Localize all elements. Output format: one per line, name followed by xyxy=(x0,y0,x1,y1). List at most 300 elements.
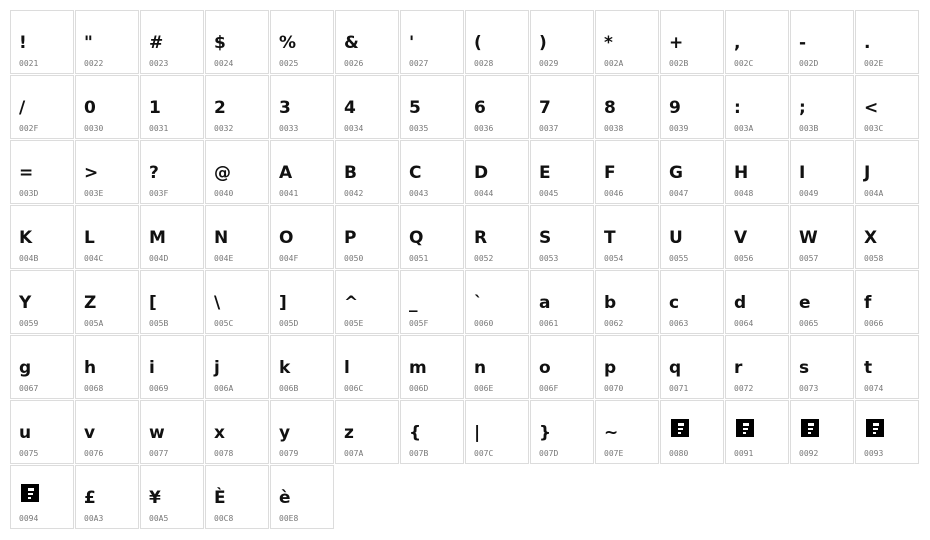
notdef-box-icon xyxy=(736,419,754,437)
glyph-char: D xyxy=(474,163,489,183)
glyph-char: l xyxy=(344,358,350,378)
glyph-char: J xyxy=(864,163,871,183)
glyph-char: # xyxy=(149,33,164,53)
glyph-cell xyxy=(725,140,789,204)
glyph-cell xyxy=(465,270,529,334)
glyph-code: 004B xyxy=(19,254,39,263)
glyph-char: ^ xyxy=(344,293,359,313)
notdef-mark xyxy=(808,428,813,430)
glyph-cell xyxy=(270,335,334,399)
glyph-cell xyxy=(10,140,74,204)
glyph-char: - xyxy=(799,33,807,53)
glyph-code: 0052 xyxy=(474,254,494,263)
glyph-code: 0059 xyxy=(19,319,39,328)
glyph-code: 0076 xyxy=(84,449,104,458)
notdef-mark xyxy=(678,432,681,434)
glyph-cell xyxy=(140,465,204,529)
glyph-cell xyxy=(400,10,464,74)
glyph-code: 003D xyxy=(19,189,39,198)
glyph-char: @ xyxy=(214,163,231,183)
glyph-code: 003A xyxy=(734,124,754,133)
glyph-char: Q xyxy=(409,228,424,248)
glyph-cell xyxy=(10,75,74,139)
glyph-char: ] xyxy=(279,293,287,313)
glyph-code: 005A xyxy=(84,319,104,328)
glyph-code: 0074 xyxy=(864,384,884,393)
glyph-char: v xyxy=(84,423,96,443)
glyph-char: 8 xyxy=(604,98,616,118)
glyph-cell xyxy=(205,465,269,529)
glyph-cell xyxy=(530,140,594,204)
glyph-code: 0046 xyxy=(604,189,624,198)
glyph-char: 9 xyxy=(669,98,681,118)
glyph-cell xyxy=(75,465,139,529)
glyph-cell xyxy=(335,205,399,269)
glyph-code: 006D xyxy=(409,384,429,393)
glyph-code: 0061 xyxy=(539,319,559,328)
glyph-char: , xyxy=(734,33,741,53)
glyph-char: k xyxy=(279,358,291,378)
glyph-char: q xyxy=(669,358,682,378)
glyph-cell xyxy=(530,270,594,334)
glyph-char: 4 xyxy=(344,98,356,118)
glyph-code: 0057 xyxy=(799,254,819,263)
glyph-code: 002B xyxy=(669,59,689,68)
glyph-code: 0037 xyxy=(539,124,559,133)
glyph-code: 0071 xyxy=(669,384,689,393)
glyph-char: £ xyxy=(84,488,96,508)
glyph-cell xyxy=(595,335,659,399)
glyph-cell xyxy=(140,400,204,464)
glyph-char: 0 xyxy=(84,98,96,118)
glyph-char: f xyxy=(864,293,872,313)
glyph-cell xyxy=(75,10,139,74)
glyph-code: 0047 xyxy=(669,189,689,198)
notdef-mark xyxy=(873,423,879,426)
glyph-cell xyxy=(530,205,594,269)
glyph-cell xyxy=(270,465,334,529)
glyph-code: 004E xyxy=(214,254,234,263)
glyph-char: Z xyxy=(84,293,97,313)
glyph-char: ` xyxy=(474,293,483,313)
glyph-cell xyxy=(75,335,139,399)
glyph-cell xyxy=(725,205,789,269)
glyph-code: 0040 xyxy=(214,189,234,198)
glyph-cell xyxy=(595,400,659,464)
glyph-cell xyxy=(855,140,919,204)
glyph-code: 0035 xyxy=(409,124,429,133)
glyph-code: 0093 xyxy=(864,449,884,458)
glyph-char: o xyxy=(539,358,551,378)
glyph-code: 0036 xyxy=(474,124,494,133)
glyph-char: h xyxy=(84,358,97,378)
glyph-char: w xyxy=(149,423,165,443)
glyph-cell xyxy=(660,335,724,399)
glyph-cell xyxy=(660,205,724,269)
glyph-code: 00A3 xyxy=(84,514,104,523)
glyph-code: 0072 xyxy=(734,384,754,393)
glyph-cell xyxy=(530,335,594,399)
glyph-char: z xyxy=(344,423,354,443)
glyph-code: 0056 xyxy=(734,254,754,263)
glyph-char: H xyxy=(734,163,749,183)
glyph-code: 0031 xyxy=(149,124,169,133)
glyph-code: 0064 xyxy=(734,319,754,328)
glyph-cell xyxy=(140,205,204,269)
glyph-cell xyxy=(660,140,724,204)
glyph-code: 0024 xyxy=(214,59,234,68)
glyph-code: 005F xyxy=(409,319,429,328)
glyph-cell xyxy=(660,400,724,464)
glyph-cell xyxy=(400,140,464,204)
glyph-char: L xyxy=(84,228,95,248)
glyph-char: + xyxy=(669,33,684,53)
notdef-mark xyxy=(808,432,811,434)
glyph-cell xyxy=(530,10,594,74)
glyph-cell xyxy=(270,270,334,334)
glyph-char: s xyxy=(799,358,810,378)
glyph-code: 0067 xyxy=(19,384,39,393)
glyph-char: F xyxy=(604,163,616,183)
glyph-code: 0045 xyxy=(539,189,559,198)
glyph-char: b xyxy=(604,293,617,313)
glyph-code: 004D xyxy=(149,254,169,263)
glyph-cell xyxy=(335,335,399,399)
glyph-cell xyxy=(205,270,269,334)
glyph-char: | xyxy=(474,423,481,443)
glyph-code: 007E xyxy=(604,449,624,458)
glyph-char: a xyxy=(539,293,551,313)
notdef-mark xyxy=(678,423,684,426)
glyph-code: 0092 xyxy=(799,449,819,458)
glyph-char: ? xyxy=(149,163,159,183)
glyph-cell xyxy=(140,10,204,74)
glyph-code: 0091 xyxy=(734,449,754,458)
glyph-code: 003F xyxy=(149,189,169,198)
glyph-cell xyxy=(335,140,399,204)
glyph-cell xyxy=(335,75,399,139)
glyph-char: ; xyxy=(799,98,806,118)
glyph-char: Y xyxy=(19,293,32,313)
notdef-box-icon xyxy=(671,419,689,437)
glyph-code: 0044 xyxy=(474,189,494,198)
notdef-mark xyxy=(873,432,876,434)
glyph-char: y xyxy=(279,423,291,443)
glyph-char: \ xyxy=(214,293,221,313)
glyph-code: 002A xyxy=(604,59,624,68)
glyph-grid xyxy=(10,10,920,530)
glyph-code: 0034 xyxy=(344,124,364,133)
glyph-char: p xyxy=(604,358,617,378)
glyph-code: 004C xyxy=(84,254,104,263)
glyph-cell xyxy=(790,75,854,139)
glyph-char: t xyxy=(864,358,873,378)
glyph-char: ! xyxy=(19,33,27,53)
glyph-cell xyxy=(140,335,204,399)
glyph-char: V xyxy=(734,228,748,248)
glyph-char: < xyxy=(864,98,879,118)
glyph-char: A xyxy=(279,163,293,183)
glyph-code: 0063 xyxy=(669,319,689,328)
glyph-char: R xyxy=(474,228,488,248)
glyph-cell xyxy=(790,10,854,74)
notdef-mark xyxy=(873,428,878,430)
glyph-cell xyxy=(595,205,659,269)
glyph-cell xyxy=(465,140,529,204)
glyph-char: $ xyxy=(214,33,226,53)
glyph-cell xyxy=(725,270,789,334)
glyph-code: 005E xyxy=(344,319,364,328)
glyph-code: 0026 xyxy=(344,59,364,68)
glyph-cell xyxy=(660,10,724,74)
glyph-code: 0023 xyxy=(149,59,169,68)
glyph-cell xyxy=(270,400,334,464)
glyph-code: 002C xyxy=(734,59,754,68)
glyph-cell xyxy=(270,140,334,204)
glyph-char: C xyxy=(409,163,422,183)
glyph-char: d xyxy=(734,293,747,313)
glyph-cell xyxy=(855,10,919,74)
glyph-char: X xyxy=(864,228,878,248)
glyph-cell xyxy=(465,205,529,269)
glyph-code: 00A5 xyxy=(149,514,169,523)
glyph-char: e xyxy=(799,293,811,313)
glyph-cell xyxy=(790,335,854,399)
glyph-code: 003B xyxy=(799,124,819,133)
glyph-cell xyxy=(400,335,464,399)
glyph-cell xyxy=(465,75,529,139)
glyph-cell xyxy=(725,400,789,464)
glyph-code: 004A xyxy=(864,189,884,198)
glyph-code: 0039 xyxy=(669,124,689,133)
glyph-cell xyxy=(790,270,854,334)
glyph-code: 003E xyxy=(84,189,104,198)
glyph-cell xyxy=(660,75,724,139)
glyph-code: 0053 xyxy=(539,254,559,263)
glyph-char: i xyxy=(149,358,155,378)
glyph-code: 0048 xyxy=(734,189,754,198)
glyph-cell xyxy=(465,400,529,464)
glyph-char: _ xyxy=(409,293,418,313)
glyph-code: 0030 xyxy=(84,124,104,133)
glyph-char: G xyxy=(669,163,683,183)
glyph-cell xyxy=(725,75,789,139)
glyph-cell xyxy=(205,335,269,399)
glyph-cell xyxy=(335,10,399,74)
glyph-cell xyxy=(140,140,204,204)
glyph-code: 006C xyxy=(344,384,364,393)
glyph-cell xyxy=(790,140,854,204)
glyph-code: 0049 xyxy=(799,189,819,198)
glyph-cell xyxy=(725,10,789,74)
glyph-cell xyxy=(855,400,919,464)
glyph-code: 0080 xyxy=(669,449,689,458)
glyph-code: 0058 xyxy=(864,254,884,263)
notdef-mark xyxy=(808,423,814,426)
glyph-code: 0054 xyxy=(604,254,624,263)
glyph-char: c xyxy=(669,293,680,313)
glyph-char: U xyxy=(669,228,683,248)
glyph-code: 0022 xyxy=(84,59,104,68)
glyph-char: } xyxy=(539,423,552,443)
glyph-char: . xyxy=(864,33,871,53)
glyph-char: : xyxy=(734,98,741,118)
glyph-char: 1 xyxy=(149,98,161,118)
glyph-char: O xyxy=(279,228,294,248)
glyph-cell xyxy=(140,270,204,334)
glyph-code: 005B xyxy=(149,319,169,328)
glyph-char: È xyxy=(214,488,226,508)
glyph-code: 004F xyxy=(279,254,299,263)
glyph-char: ~ xyxy=(604,423,619,443)
glyph-cell xyxy=(855,75,919,139)
glyph-char: & xyxy=(344,33,359,53)
glyph-char: = xyxy=(19,163,34,183)
notdef-box-icon xyxy=(801,419,819,437)
glyph-char: u xyxy=(19,423,32,443)
glyph-cell xyxy=(595,270,659,334)
glyph-code: 0066 xyxy=(864,319,884,328)
glyph-char: è xyxy=(279,488,291,508)
glyph-code: 005D xyxy=(279,319,299,328)
glyph-cell xyxy=(400,205,464,269)
notdef-box-icon xyxy=(866,419,884,437)
glyph-cell xyxy=(75,75,139,139)
glyph-cell xyxy=(660,270,724,334)
glyph-code: 006F xyxy=(539,384,559,393)
glyph-cell xyxy=(75,140,139,204)
glyph-cell xyxy=(205,400,269,464)
glyph-cell xyxy=(10,400,74,464)
glyph-char: ( xyxy=(474,33,482,53)
glyph-cell xyxy=(205,205,269,269)
glyph-code: 007C xyxy=(474,449,494,458)
glyph-code: 00C8 xyxy=(214,514,234,523)
notdef-box-icon xyxy=(21,484,39,502)
glyph-cell xyxy=(10,205,74,269)
glyph-char: K xyxy=(19,228,33,248)
glyph-code: 0073 xyxy=(799,384,819,393)
glyph-cell xyxy=(205,140,269,204)
glyph-cell xyxy=(400,270,464,334)
glyph-char: % xyxy=(279,33,297,53)
glyph-char: 3 xyxy=(279,98,291,118)
glyph-code: 002E xyxy=(864,59,884,68)
glyph-char: 6 xyxy=(474,98,486,118)
glyph-cell xyxy=(465,10,529,74)
glyph-cell xyxy=(75,400,139,464)
glyph-code: 006B xyxy=(279,384,299,393)
glyph-char: W xyxy=(799,228,818,248)
glyph-char: 5 xyxy=(409,98,421,118)
glyph-char: j xyxy=(214,358,220,378)
notdef-mark xyxy=(743,428,748,430)
glyph-code: 007A xyxy=(344,449,364,458)
glyph-char: 7 xyxy=(539,98,551,118)
glyph-cell xyxy=(75,270,139,334)
glyph-char: P xyxy=(344,228,357,248)
glyph-cell xyxy=(205,75,269,139)
glyph-char: N xyxy=(214,228,229,248)
glyph-char: S xyxy=(539,228,552,248)
glyph-code: 0041 xyxy=(279,189,299,198)
glyph-char: E xyxy=(539,163,551,183)
glyph-char: x xyxy=(214,423,225,443)
notdef-mark xyxy=(28,497,31,499)
glyph-code: 0025 xyxy=(279,59,299,68)
glyph-code: 0032 xyxy=(214,124,234,133)
glyph-char: I xyxy=(799,163,806,183)
glyph-char: g xyxy=(19,358,32,378)
glyph-cell xyxy=(335,270,399,334)
glyph-code: 002F xyxy=(19,124,39,133)
glyph-cell xyxy=(400,75,464,139)
glyph-code: 0077 xyxy=(149,449,169,458)
glyph-code: 005C xyxy=(214,319,234,328)
notdef-mark xyxy=(743,423,749,426)
glyph-code: 007B xyxy=(409,449,429,458)
glyph-cell xyxy=(270,75,334,139)
glyph-code: 0068 xyxy=(84,384,104,393)
glyph-cell xyxy=(10,270,74,334)
glyph-char: 2 xyxy=(214,98,226,118)
glyph-cell xyxy=(530,75,594,139)
glyph-cell xyxy=(855,205,919,269)
glyph-code: 0028 xyxy=(474,59,494,68)
glyph-code: 0065 xyxy=(799,319,819,328)
glyph-code: 0029 xyxy=(539,59,559,68)
notdef-mark xyxy=(743,432,746,434)
glyph-cell xyxy=(595,10,659,74)
glyph-code: 0055 xyxy=(669,254,689,263)
glyph-code: 0079 xyxy=(279,449,299,458)
glyph-cell xyxy=(855,335,919,399)
glyph-code: 0069 xyxy=(149,384,169,393)
notdef-mark xyxy=(28,488,34,491)
glyph-code: 0021 xyxy=(19,59,39,68)
glyph-code: 0043 xyxy=(409,189,429,198)
glyph-code: 006A xyxy=(214,384,234,393)
glyph-cell xyxy=(855,270,919,334)
glyph-char: { xyxy=(409,423,422,443)
glyph-cell xyxy=(205,10,269,74)
glyph-char: ) xyxy=(539,33,547,53)
glyph-cell xyxy=(530,400,594,464)
glyph-char: ¥ xyxy=(149,488,161,508)
glyph-code: 0094 xyxy=(19,514,39,523)
glyph-code: 0060 xyxy=(474,319,494,328)
glyph-code: 0062 xyxy=(604,319,624,328)
glyph-code: 0051 xyxy=(409,254,429,263)
glyph-char: ' xyxy=(409,33,415,53)
glyph-code: 003C xyxy=(864,124,884,133)
glyph-code: 006E xyxy=(474,384,494,393)
glyph-cell xyxy=(270,205,334,269)
glyph-char: M xyxy=(149,228,166,248)
glyph-code: 002D xyxy=(799,59,819,68)
glyph-code: 0078 xyxy=(214,449,234,458)
glyph-cell xyxy=(10,335,74,399)
glyph-code: 0042 xyxy=(344,189,364,198)
glyph-cell xyxy=(465,335,529,399)
glyph-code: 0050 xyxy=(344,254,364,263)
glyph-char: [ xyxy=(149,293,157,313)
glyph-cell xyxy=(335,400,399,464)
glyph-code: 0027 xyxy=(409,59,429,68)
notdef-mark xyxy=(28,493,33,495)
glyph-char: " xyxy=(84,33,93,53)
glyph-cell xyxy=(725,335,789,399)
